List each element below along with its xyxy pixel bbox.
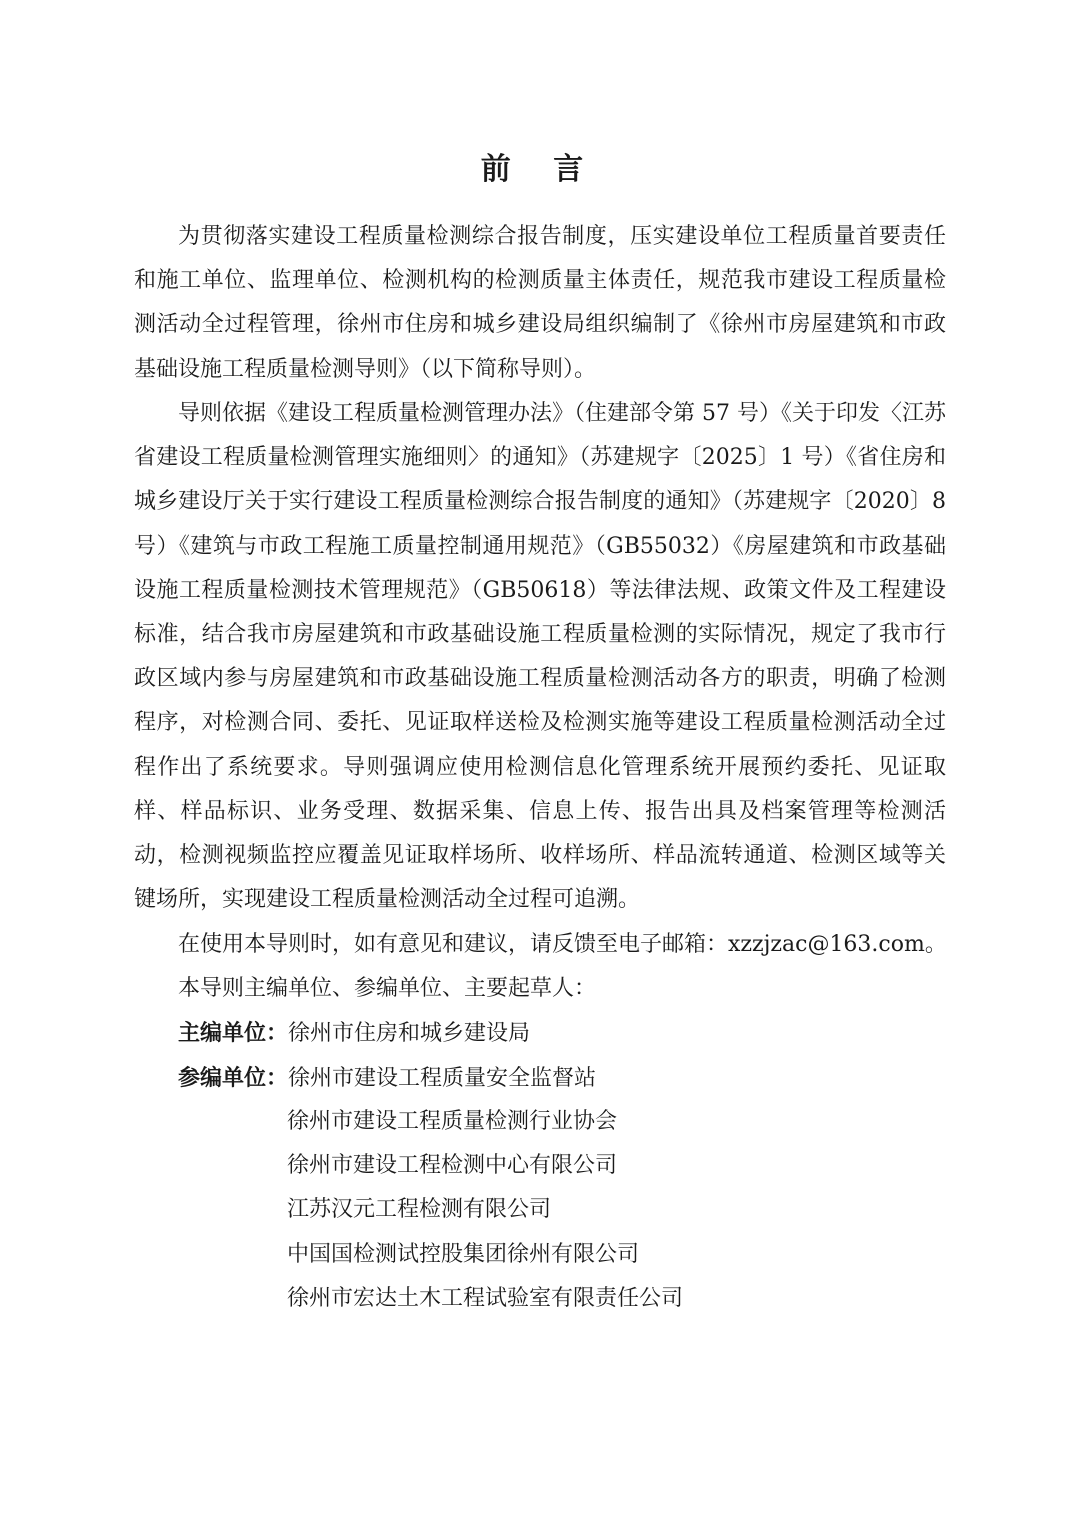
feedback-line: 在使用本导则时，如有意见和建议，请反馈至电子邮箱：xzzjzac@163.com。 [178, 932, 947, 957]
paragraph-basis: 导则依据《建设工程质量检测管理办法》（住建部令第 57 号）《关于印发〈江苏省建设工程质量检测管理实施细则〉的通知》（苏建规字〔2025〕1 号）《省住房和城乡建设厅关于实行建设工程质量检测综合报告制度的通知》（苏建规字〔2020〕8 号）《建筑与市政工程施工质量控制通用规范》（GB55032）《房屋建筑和市政基础设施工程质量检测技术管理规范》（GB50618）等法律法规、政策文件及工程建设标准，结合我市房屋建筑和市政基础设施工程质量检测的实际情况，规定了我市行政区域内参与房屋建筑和市政基础设施工程质量检测活动各方的职责，明确了检测程序，对检测合同、委托、见证取样送检及检测实施等建设工程质量检测活动全过程作出了系统要求。导则强调应使用检测信息化管理系统开展预约委托、见证取样、样品标识、业务受理、数据采集、信息上传、报告出具及档案管理等检测活动，检测视频监控应覆盖见证取样场所、收样场所、样品流转通道、检测区域等关键场所，实现建设工程质量检测活动全过程可追溯。 [134, 401, 946, 913]
chief-unit-name: 徐州市住房和城乡建设局 [288, 1021, 531, 1046]
page-title: 前 言 [480, 152, 600, 187]
co-unit-name: 江苏汉元工程检测有限公司 [287, 1197, 552, 1222]
co-unit-name: 徐州市建设工程质量检测行业协会 [287, 1109, 618, 1134]
co-unit-name: 徐州市宏达土木工程试验室有限责任公司 [287, 1286, 684, 1311]
co-unit-name: 中国国检测试控股集团徐州有限公司 [287, 1242, 640, 1267]
chief-unit-line [178, 1011, 530, 1056]
paragraph-purpose: 为贯彻落实建设工程质量检测综合报告制度，压实建设单位工程质量首要责任和施工单位、监理单位、检测机构的检测质量主体责任，规范我市建设工程质量检测活动全过程管理，徐州市住房和城乡建设局组织编制了《徐州市房屋建筑和市政基础设施工程质量检测导则》（以下简称导则）。 [134, 224, 946, 382]
units-intro: 本导则主编单位、参编单位、主要起草人： [178, 976, 597, 1001]
co-unit-line [178, 1056, 596, 1101]
co-unit-name: 徐州市建设工程检测中心有限公司 [287, 1153, 618, 1178]
co-unit-name: 徐州市建设工程质量安全监督站 [288, 1066, 597, 1091]
chief-unit-label: 主编单位： [178, 1020, 289, 1046]
co-unit-label: 参编单位： [178, 1065, 289, 1091]
